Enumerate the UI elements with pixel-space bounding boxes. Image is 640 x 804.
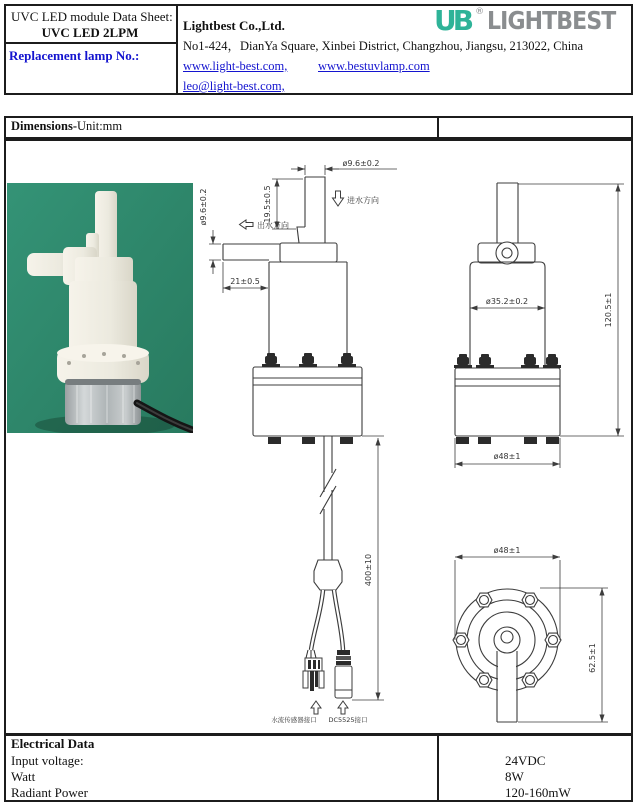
sheet-title: UVC LED module Data Sheet: — [11, 9, 173, 24]
website-link-1[interactable]: www.light-best.com, — [183, 59, 288, 73]
dim-side-height: 62.5±1 — [588, 643, 597, 673]
side-view-bolts-feet — [262, 353, 356, 444]
front-view-drawing — [455, 183, 560, 436]
label-outlet-direction: 出水方向 — [257, 221, 289, 230]
flow-sensor-pointer-icon — [311, 701, 321, 714]
dim-outlet-offset: 21±0.5 — [230, 277, 260, 286]
dimensions-title-bold: Dimensions- — [11, 119, 77, 133]
electrical-row-label: Input voltage: — [11, 753, 84, 768]
electrical-row-label: Watt — [11, 769, 36, 784]
electrical-row-value: 24VDC — [505, 753, 546, 768]
electrical-col-divider — [437, 734, 439, 802]
dim-base-dia-top: ø48±1 — [493, 546, 521, 555]
logo-monogram-icon: UB — [434, 4, 471, 37]
label-flow-sensor-port: 水流传感器接口 — [271, 716, 317, 724]
model-name: UVC LED 2LPM — [41, 25, 139, 40]
front-view-dimension-lines — [455, 184, 624, 468]
replacement-lamp-label: Replacement lamp No.: — [9, 48, 140, 63]
company-address: No1-424，DianYa Square, Xinbei District, Changzhou, Jiangsu, 213022, China — [183, 39, 584, 53]
registered-trademark-icon: ® — [475, 7, 485, 17]
electrical-title: Electrical Data — [11, 736, 95, 751]
top-view-dimension-lines — [455, 557, 608, 722]
electrical-row-value: 120-160mW — [505, 785, 571, 800]
company-name: Lightbest Co.,Ltd. — [183, 18, 285, 33]
label-inlet-direction: 进水方向 — [347, 196, 379, 205]
label-dc5525-port: DC5525接口 — [328, 716, 368, 724]
logo-brand-text: LIGHTBEST — [487, 6, 616, 35]
outlet-direction-arrow-icon — [240, 220, 254, 229]
dim-outlet-dia: ø9.6±0.2 — [199, 188, 208, 226]
dc5525-connector — [335, 650, 352, 698]
electrical-row-label: Radiant Power — [11, 785, 88, 800]
dim-cable-length: 400±10 — [364, 553, 373, 587]
flow-sensor-connector — [303, 650, 324, 691]
dc5525-pointer-icon — [338, 701, 348, 714]
dim-inlet-len: 19.5±0.5 — [263, 185, 272, 223]
dimensions-title-unit: Unit:mm — [76, 119, 123, 133]
side-view-dimension-lines — [209, 165, 397, 700]
dim-body-dia: ø35.2±0.2 — [485, 297, 529, 306]
side-view-drawing — [223, 177, 362, 650]
website-link-2[interactable]: www.bestuvlamp.com — [318, 59, 430, 73]
dim-inlet-dia: ø9.6±0.2 — [342, 159, 380, 168]
email-link[interactable]: leo@light-best.com, — [183, 79, 285, 93]
dim-total-height: 120.5±1 — [604, 292, 613, 328]
top-view-drawing — [453, 589, 561, 722]
electrical-row-value: 8W — [505, 769, 524, 784]
inlet-direction-arrow-icon — [333, 191, 344, 206]
dim-base-dia-front: ø48±1 — [493, 452, 521, 461]
